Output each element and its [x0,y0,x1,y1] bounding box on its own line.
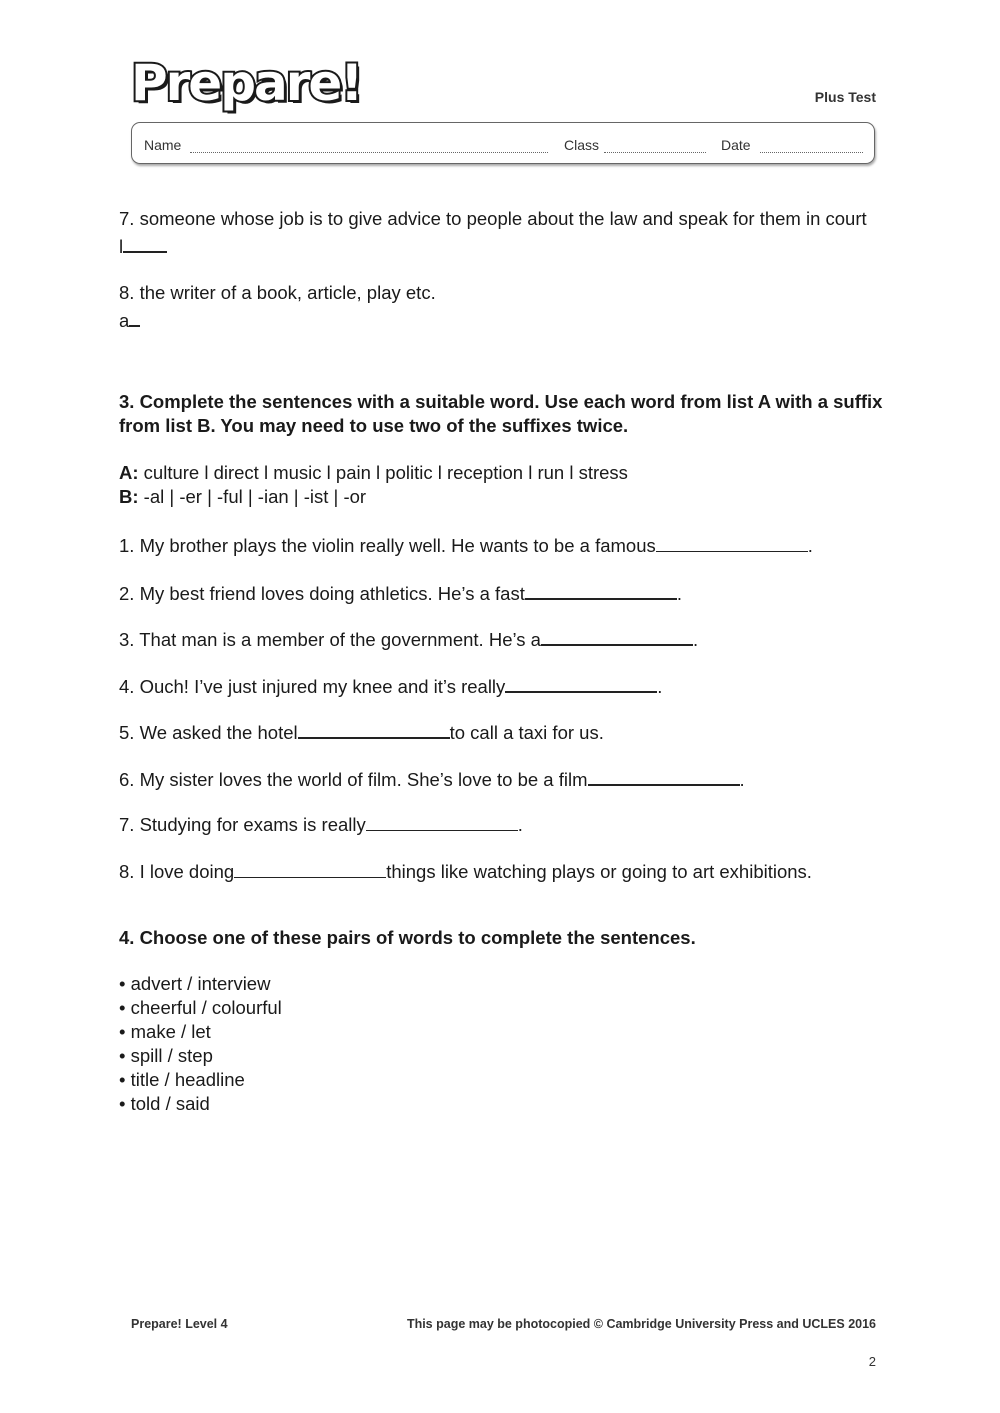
list-item: • spill / step [119,1044,213,1066]
sentence-text: 4. Ouch! I’ve just injured my knee and it’s really [119,675,506,697]
sentence-item [119,578,889,625]
sentence-item [119,624,889,671]
sentence-text: 2. My best friend loves doing athletics. He’s a fast [119,582,525,604]
sentence-text: 3. That man is a member of the government. He’s a [119,629,541,650]
list-item: • told / said [119,1092,210,1114]
list-b [119,485,889,509]
sentence-text: 8. I love doing [119,860,235,882]
sentence-end: things like watching plays or going to art exhibitions. [386,860,812,882]
section-4-heading: 4. Choose one of these pairs of words to complete the sentences. [119,926,696,948]
sentence-text: 6. My sister loves the world of film. She’s love to be a film [119,768,588,790]
answer-blank[interactable] [298,717,450,739]
sentence-item [119,671,889,718]
definition-text: 8. the writer of a book, article, play etc. [119,282,436,303]
word-pairs-list [119,972,889,1116]
name-field[interactable] [190,152,548,153]
footer-level: Prepare! Level 4 [131,1317,228,1331]
section-3-heading: 3. Complete the sentences with a suitable word. Use each word from list A with a suffix from list B. You may need to use two of the suffixes twice. [119,391,883,436]
sentence-item [119,717,889,764]
answer-blank[interactable] [234,857,386,878]
answer-blank[interactable] [366,810,518,831]
sentence-end: . [676,582,682,604]
sentence-end: . [692,629,699,650]
sentence-text: 1. My brother plays the violin really well. He wants to be a famous [119,535,656,556]
list-a [119,461,889,485]
worksheet-content [119,207,889,1116]
prepare-logo: Prepare! [131,54,362,112]
test-type-label: Plus Test [814,89,876,105]
list-b-label: B: [119,486,139,507]
list-b-suffixes: -al | -er | -ful | -ian | -ist | -or [143,486,367,507]
answer-line [119,305,889,333]
page-number: 2 [868,1354,876,1369]
list-item: • title / headline [119,1068,245,1090]
answer-blank[interactable] [123,231,167,253]
footer-copyright: This page may be photocopied © Cambridge University Press and UCLES 2016 [406,1317,876,1331]
class-label: Class [564,137,600,153]
definition-text: 7. someone whose job is to give advice to people about the law and speak for them in court [119,208,867,229]
name-label: Name [144,137,182,153]
sentence-end: . [739,768,745,790]
sentence-item [119,857,889,926]
sentence-item [119,810,889,857]
answer-blank[interactable] [588,764,740,786]
sentence-end: to call a taxi for us. [449,722,604,743]
list-item: • cheerful / colourful [119,996,282,1018]
list-a-label: A: [119,462,139,483]
first-letter: l [119,236,124,257]
first-letter: a [119,310,130,331]
date-label: Date [721,137,751,153]
answer-blank[interactable] [525,578,677,600]
answer-blank[interactable] [656,531,808,552]
list-item: • make / let [119,1020,211,1042]
class-field[interactable] [604,152,706,153]
sentence-text: 7. Studying for exams is really [119,814,366,835]
answer-blank[interactable] [505,671,657,693]
definition-item [119,207,889,259]
sentence-item [119,764,889,811]
date-field[interactable] [760,152,863,153]
answer-blank[interactable] [541,624,693,646]
list-a-words: culture l direct l music l pain l politic l reception l run l stress [143,462,628,483]
list-item: • advert / interview [119,972,271,994]
sentence-end: . [657,675,663,697]
sentence-item [119,531,889,578]
definition-item [119,281,889,333]
sentence-end: . [517,814,523,835]
student-details-bar [131,122,875,164]
sentence-end: . [807,535,813,556]
answer-line [119,231,889,259]
answer-blank[interactable] [129,305,140,327]
sentence-text: 5. We asked the hotel [119,722,298,743]
